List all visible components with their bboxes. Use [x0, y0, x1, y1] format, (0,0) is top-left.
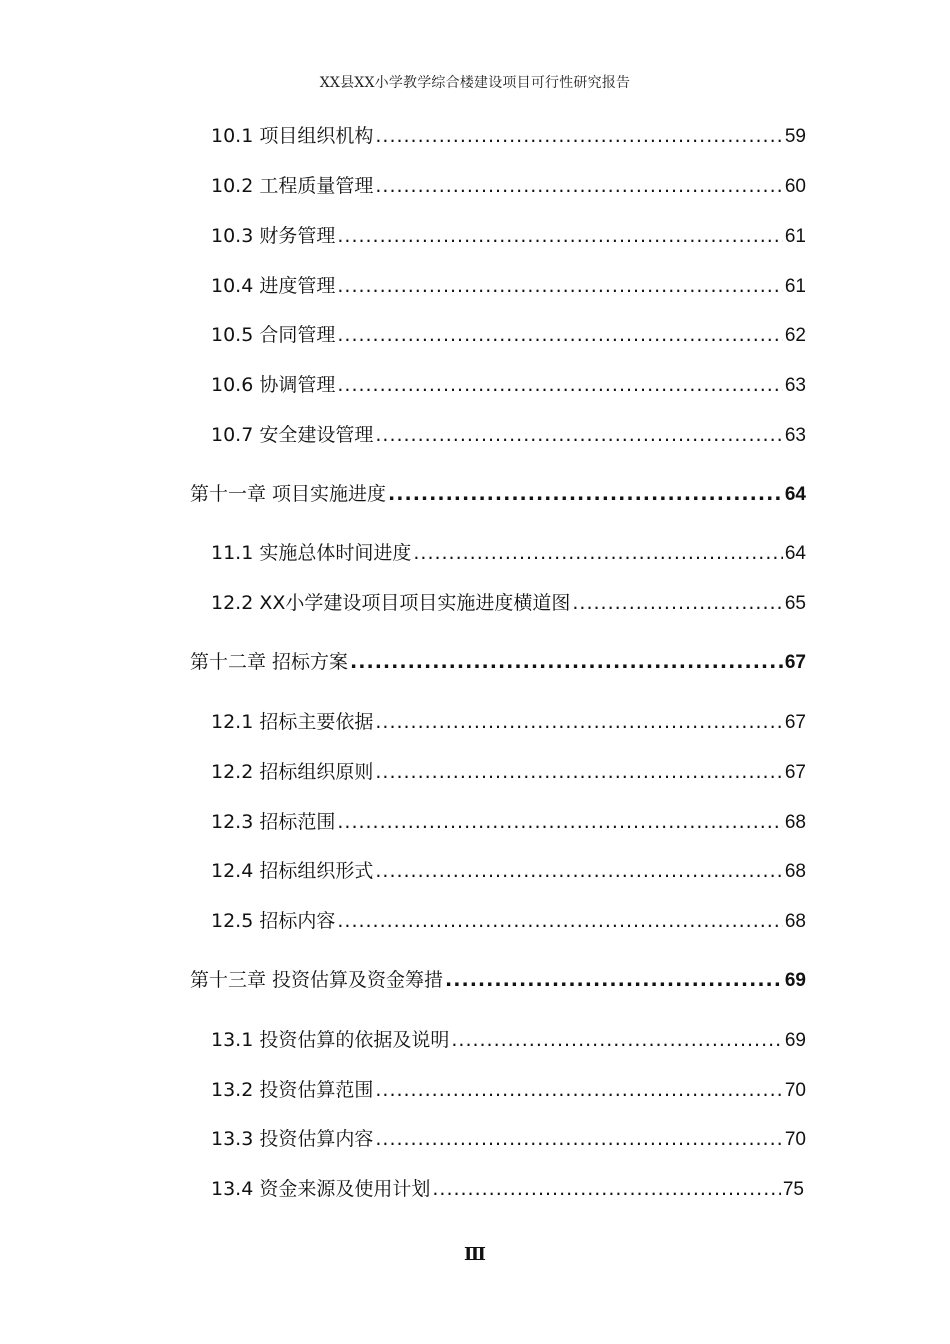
toc-chapter-page: 67 — [784, 652, 806, 673]
toc-entry[interactable] — [211, 223, 806, 249]
toc-entry-label: 11.1 实施总体时间进度 — [211, 542, 412, 564]
toc-leader-dots — [445, 967, 783, 993]
toc-leader-dots — [337, 223, 783, 249]
toc-entry[interactable] — [211, 372, 806, 398]
toc-leader-dots — [388, 481, 783, 507]
toc-entry-page: 62 — [784, 325, 806, 346]
toc-entry[interactable] — [211, 1027, 806, 1053]
toc-entry[interactable] — [211, 858, 806, 884]
toc-leader-dots — [375, 1077, 783, 1103]
toc-leader-dots — [337, 322, 783, 348]
toc-entry-label: 10.5 合同管理 — [211, 324, 336, 346]
toc-leader-dots — [451, 1027, 783, 1053]
toc-entry-page: 68 — [784, 812, 806, 833]
toc-entry[interactable] — [211, 809, 806, 835]
toc-leader-dots — [375, 422, 783, 448]
toc-chapter-label: 第十二章 招标方案 — [190, 651, 349, 673]
toc-entry-label: 12.3 招标范围 — [211, 811, 336, 833]
toc-entry[interactable] — [211, 1077, 806, 1103]
toc-entry-label: 10.1 项目组织机构 — [211, 125, 374, 147]
toc-leader-dots — [337, 372, 783, 398]
toc-entry[interactable] — [211, 1176, 804, 1202]
toc-entry-label: 13.1 投资估算的依据及说明 — [211, 1029, 450, 1051]
toc-entry[interactable] — [211, 273, 806, 299]
toc-leader-dots — [350, 649, 783, 675]
toc-entry-label: 10.4 进度管理 — [211, 275, 336, 297]
toc-leader-dots — [375, 173, 783, 199]
toc-entry-label: 12.4 招标组织形式 — [211, 860, 374, 882]
toc-leader-dots — [375, 858, 783, 884]
toc-entry-page: 63 — [784, 425, 806, 446]
toc-leader-dots — [375, 709, 783, 735]
toc-entry-label: 10.2 工程质量管理 — [211, 175, 374, 197]
toc-entry[interactable] — [211, 709, 806, 735]
toc-entry-page: 63 — [784, 375, 806, 396]
toc-entry-label: 10.3 财务管理 — [211, 225, 336, 247]
toc-entry-label: 13.4 资金来源及使用计划 — [211, 1178, 431, 1200]
toc-entry-page: 68 — [784, 861, 806, 882]
toc-entry-page: 75 — [782, 1179, 804, 1200]
toc-entry[interactable] — [211, 422, 806, 448]
toc-entry-page: 60 — [784, 176, 806, 197]
toc-entry[interactable] — [211, 173, 806, 199]
page-number: Ⅲ — [464, 1244, 486, 1265]
toc-entry-label: 12.1 招标主要依据 — [211, 711, 374, 733]
toc-leader-dots — [375, 759, 783, 785]
toc-entry-page: 70 — [784, 1129, 806, 1150]
toc-entry-page: 61 — [784, 226, 806, 247]
toc-entry[interactable] — [211, 322, 806, 348]
toc-entry-page: 59 — [784, 126, 806, 147]
toc-entry[interactable] — [211, 1126, 806, 1152]
toc-entry-label: 12.2 招标组织原则 — [211, 761, 374, 783]
toc-leader-dots — [337, 273, 783, 299]
toc-entry-page: 67 — [784, 762, 806, 783]
toc-entry[interactable] — [211, 908, 806, 934]
toc-entry-page: 69 — [784, 1030, 806, 1051]
toc-entry[interactable] — [211, 590, 806, 616]
toc-entry-label: 10.6 协调管理 — [211, 374, 336, 396]
toc-entry-label: 12.5 招标内容 — [211, 910, 336, 932]
toc-entry-page: 64 — [784, 543, 806, 564]
toc-leader-dots — [413, 540, 783, 566]
toc-entry-label: 12.2 XX小学建设项目项目实施进度横道图 — [211, 592, 571, 614]
toc-leader-dots — [337, 908, 783, 934]
toc-chapter-label: 第十一章 项目实施进度 — [190, 483, 387, 505]
toc-entry[interactable] — [211, 759, 806, 785]
toc-leader-dots — [375, 1126, 783, 1152]
running-header: XX县XX小学教学综合楼建设项目可行性研究报告 — [319, 75, 631, 91]
toc-chapter-entry[interactable] — [190, 481, 806, 507]
toc-entry-page: 61 — [784, 276, 806, 297]
toc-entry-label: 13.3 投资估算内容 — [211, 1128, 374, 1150]
toc-chapter-page: 69 — [784, 970, 806, 991]
toc-entry-label: 10.7 安全建设管理 — [211, 424, 374, 446]
toc-entry[interactable] — [211, 123, 806, 149]
toc-leader-dots — [337, 809, 783, 835]
toc-chapter-entry[interactable] — [190, 967, 806, 993]
toc-entry-label: 13.2 投资估算范围 — [211, 1079, 374, 1101]
toc-entry[interactable] — [211, 540, 806, 566]
toc-entry-page: 68 — [784, 911, 806, 932]
toc-leader-dots — [432, 1176, 781, 1202]
toc-entry-page: 65 — [784, 593, 806, 614]
toc-leader-dots — [375, 123, 783, 149]
toc-chapter-page: 64 — [784, 484, 806, 505]
toc-chapter-entry[interactable] — [190, 649, 806, 675]
toc-chapter-label: 第十三章 投资估算及资金筹措 — [190, 969, 444, 991]
toc-entry-page: 70 — [784, 1080, 806, 1101]
toc-leader-dots — [572, 590, 782, 616]
toc-entry-page: 67 — [784, 712, 806, 733]
